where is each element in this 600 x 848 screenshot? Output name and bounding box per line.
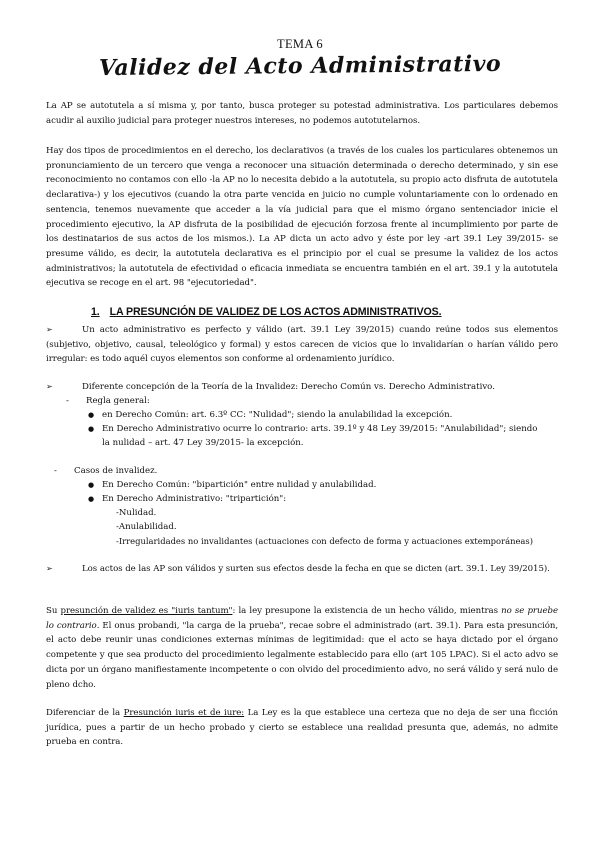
diferenciar-paragraph: Diferenciar de la Presunción iuris et de iure: La Ley es la que establece una certeza que no deja de ser una ficción jurídica, pues a partir de un hecho probado y cierto se establece una realidad presunta que, además, no admite prueba en contra. [46,708,559,748]
sub-item-nulidad: -Nulidad. [116,508,157,518]
regla-general-item: - Regla general: [66,396,150,406]
arrow-item-2: ➢ Diferente concepción de la Teoría de la Invalidez: Derecho Común vs. Derecho Administrativo. [46,382,495,392]
casos-item: - Casos de invalidez. [54,466,158,476]
intro-paragraph-2: Hay dos tipos de procedimientos en el derecho, los declarativos (a través de los cuales los particulares obtenemos un pronunciamiento de un tercero que venga a reconocer una situación determinada o derecho determinado, y sin ese reconocimiento no contamos con ello -la AP no lo necesita debido a la autotutela, su propio acto disfruta de autotutela declarativa-) y los ejecutivos (cuando la otra parte vencida en juicio no cumple voluntariamente con lo ordenado en sentencia, tenemos nuevamente que acceder a la vía judicial para que el mismo órgano sentenciador inicie el procedimiento ejecutivo, la AP disfruta de la posibilidad de ejecución forzosa frente al incumplimiento por parte de los destinatarios de sus actos de los mismos.). La AP dicta un acto advo y éste por ley -art 39.1 Ley 39/2015- se presume válido, es decir, la autotutela declarativa es el principio por el cual se presume la validez de los actos administrativos; la autotutela de efectividad o eficacia inmediata se encuentra también en el art. 39.1 y la autotutela ejecutiva se recoge en el art. 98 "ejecutoriedad". [46,146,558,289]
sub-item-irregularidades: -Irregularidades no invalidantes (actuaciones con defecto de forma y actuaciones extemporáneas) [116,536,533,546]
page-title: Validez del Acto Administrativo [98,50,502,82]
presuncion-underlined: presunción de validez es "iuris tantum" [60,606,233,616]
arrow-paragraph-3: ➢ Los actos de las AP son válidos y surten sus efectos desde la fecha en que se dicten (art. 39.1. Ley 39/2015). [46,562,558,577]
arrow-paragraph-1: ➢ Un acto administrativo es perfecto y válido (art. 39.1 Ley 39/2015) cuando reúne todos sus elementos (subjetivo, objetivo, causal, teleológico y formal) y estos carecen de vicios que lo invalidarían o harían válido pero irregular: es todo aquél cuyos elementos son conforme al ordenamiento jurídico. [46,325,558,365]
casos-bullet-1: ● En Derecho Común: "bipartición" entre nulidad y anulabilidad. [88,480,377,490]
section-heading [91,306,442,318]
presuncion-italic: no se pruebe lo contrario [46,606,558,631]
arrow-bullet-icon: ➢ [46,382,53,391]
sub-item-anulabilidad: -Anulabilidad. [116,522,177,532]
bullet-dot-icon: ● [88,481,95,489]
bullet-dot-icon: ● [88,411,95,419]
regla-bullet-1: ● en Derecho Común: art. 6.3º CC: "Nulidad"; siendo la anulabilidad la excepción. [88,410,453,420]
intro-paragraph-1: La AP se autotutela a sí misma y, por tanto, busca proteger su potestad administrativa. Los particulares debemos acudir al auxilio judicial para proteger nuestros intereses, no podemos autotutelarnos. [46,101,558,126]
casos-bullet-2: ● En Derecho Administrativo: "tripartición": [88,494,287,504]
section-number: 1. [91,306,100,318]
regla-bullet-2: ● En Derecho Administrativo ocurre lo contrario: arts. 39.1º y 48 Ley 39/2015: "Anulabilidad"; siendo [88,424,538,434]
iuris-et-de-iure-underlined: Presunción iuris et de iure: [123,708,245,718]
regla-bullet-2-cont: la nulidad – art. 47 Ley 39/2015- la excepción. [102,438,304,448]
presuncion-paragraph: Su presunción de validez es "iuris tantum": la ley presupone la existencia de un hecho válido, mientras no se pruebe lo contrario. El onus probandi, "la carga de la prueba", recae sobre el administrado (art. 39.1). Para esta presunción, el acto debe reunir unas condiciones externas mínimas de legitimidad: que el acto se haya dictado por el órgano competente y que sea producto del procedimiento legalmente establecido para ello (art 105 LPAC). Si el acto advo se dicta por un órgano manifiestamente incompetente o con olvido del procedimiento advo, no será válido y será nulo de pleno dcho. [46,606,559,690]
section-title: LA PRESUNCIÓN DE VALIDEZ DE LOS ACTOS ADMINISTRATIVOS. [109,306,442,318]
arrow-bullet-icon: ➢ [46,325,53,334]
tema-heading: TEMA 6 [277,37,323,51]
bullet-dot-icon: ● [88,425,95,433]
bullet-dot-icon: ● [88,495,95,503]
arrow-bullet-icon: ➢ [46,564,53,573]
